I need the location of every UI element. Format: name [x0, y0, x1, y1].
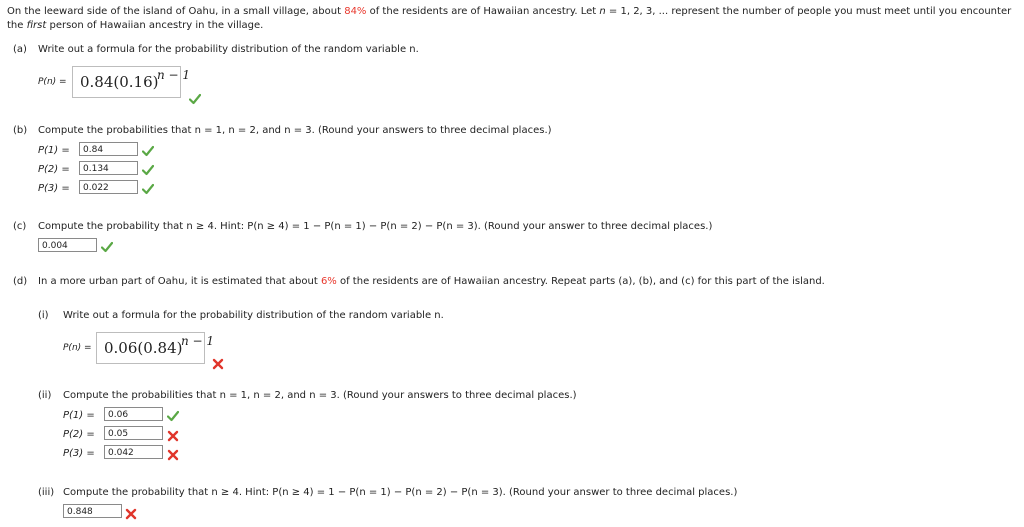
part-a-formula-exponent: n − 1 — [157, 68, 191, 82]
part-d-letter: (d) — [13, 276, 28, 287]
part-d-text-b: of the residents are of Hawaiian ancestry. Repeat parts (a), (b), and (c) for this part of the island. — [336, 276, 825, 287]
part-d-text-a: In a more urban part of Oahu, it is estimated that about — [38, 276, 321, 287]
part-d-iii-field[interactable]: 0.848 — [63, 504, 122, 518]
part-b-p2-label: P(2) = — [38, 164, 70, 175]
part-d-ii-question: Compute the probabilities that n = 1, n = 2, and n = 3. (Round your answers to three decimal places.) — [63, 390, 577, 401]
checkmark-icon — [142, 183, 154, 195]
intro-first: first — [26, 20, 47, 31]
part-d-i-label: P(n) = — [63, 343, 92, 353]
part-d-ii-p2-field[interactable]: 0.05 — [104, 426, 163, 440]
checkmark-icon — [142, 145, 154, 157]
part-d-iii-letter: (iii) — [38, 487, 55, 498]
part-d-ii-p3-field[interactable]: 0.042 — [104, 445, 163, 459]
part-d-ii-p1-label: P(1) = — [63, 410, 95, 421]
part-d-ii-p2-label: P(2) = — [63, 429, 95, 440]
checkmark-icon — [189, 93, 201, 105]
part-b-letter: (b) — [13, 125, 28, 136]
intro-percent: 84% — [344, 6, 367, 17]
intro-text-d: the — [7, 20, 27, 31]
part-d-i-letter: (i) — [38, 310, 49, 321]
part-d-ii-p1-field[interactable]: 0.06 — [104, 407, 163, 421]
part-a-formula-field[interactable] — [72, 66, 191, 98]
part-d-i-formula-field[interactable] — [96, 332, 215, 364]
part-a-formula-base: 0.84(0.16) — [80, 73, 159, 91]
cross-icon — [167, 430, 179, 442]
part-a-question: Write out a formula for the probability distribution of the random variable n. — [38, 44, 419, 55]
part-d-i-formula-exponent: n − 1 — [181, 334, 215, 348]
part-a-label: P(n) = — [38, 77, 67, 87]
intro-line-2 — [7, 20, 263, 31]
part-a-letter: (a) — [13, 44, 27, 55]
checkmark-icon — [101, 241, 113, 253]
intro-line-1 — [7, 6, 1011, 17]
part-d-iii-question: Compute the probability that n ≥ 4. Hint: P(n ≥ 4) = 1 − P(n = 1) − P(n = 2) − P(n = 3). (Round your answer to three decimal places.) — [63, 487, 738, 498]
checkmark-icon — [142, 164, 154, 176]
part-c-field[interactable]: 0.004 — [38, 238, 97, 252]
part-d-question — [38, 276, 825, 287]
cross-icon — [125, 508, 137, 520]
part-d-ii-p3-label: P(3) = — [63, 448, 95, 459]
part-d-ii-letter: (ii) — [38, 390, 52, 401]
intro-text-b: of the residents are of Hawaiian ancestry. Let — [366, 6, 600, 17]
part-c-letter: (c) — [13, 221, 27, 232]
part-c-question: Compute the probability that n ≥ 4. Hint: P(n ≥ 4) = 1 − P(n = 1) − P(n = 2) − P(n = 3). (Round your answer to three decimal places.) — [38, 221, 713, 232]
part-b-p3-label: P(3) = — [38, 183, 70, 194]
cross-icon — [212, 358, 224, 370]
intro-variable: n — [599, 6, 606, 17]
part-d-i-question: Write out a formula for the probability distribution of the random variable n. — [63, 310, 444, 321]
intro-text-e: person of Hawaiian ancestry in the village. — [46, 20, 264, 31]
intro-text-a: On the leeward side of the island of Oahu, in a small village, about — [7, 6, 345, 17]
part-d-percent: 6% — [320, 276, 337, 287]
part-b-p1-label: P(1) = — [38, 145, 70, 156]
part-b-p1-field[interactable]: 0.84 — [79, 142, 138, 156]
part-d-i-formula-base: 0.06(0.84) — [104, 339, 183, 357]
cross-icon — [167, 449, 179, 461]
intro-text-c: = 1, 2, 3, ... represent the number of people you must meet until you encounter — [605, 6, 1012, 17]
part-b-question: Compute the probabilities that n = 1, n = 2, and n = 3. (Round your answers to three decimal places.) — [38, 125, 552, 136]
part-b-p2-field[interactable]: 0.134 — [79, 161, 138, 175]
checkmark-icon — [167, 410, 179, 422]
part-b-p3-field[interactable]: 0.022 — [79, 180, 138, 194]
